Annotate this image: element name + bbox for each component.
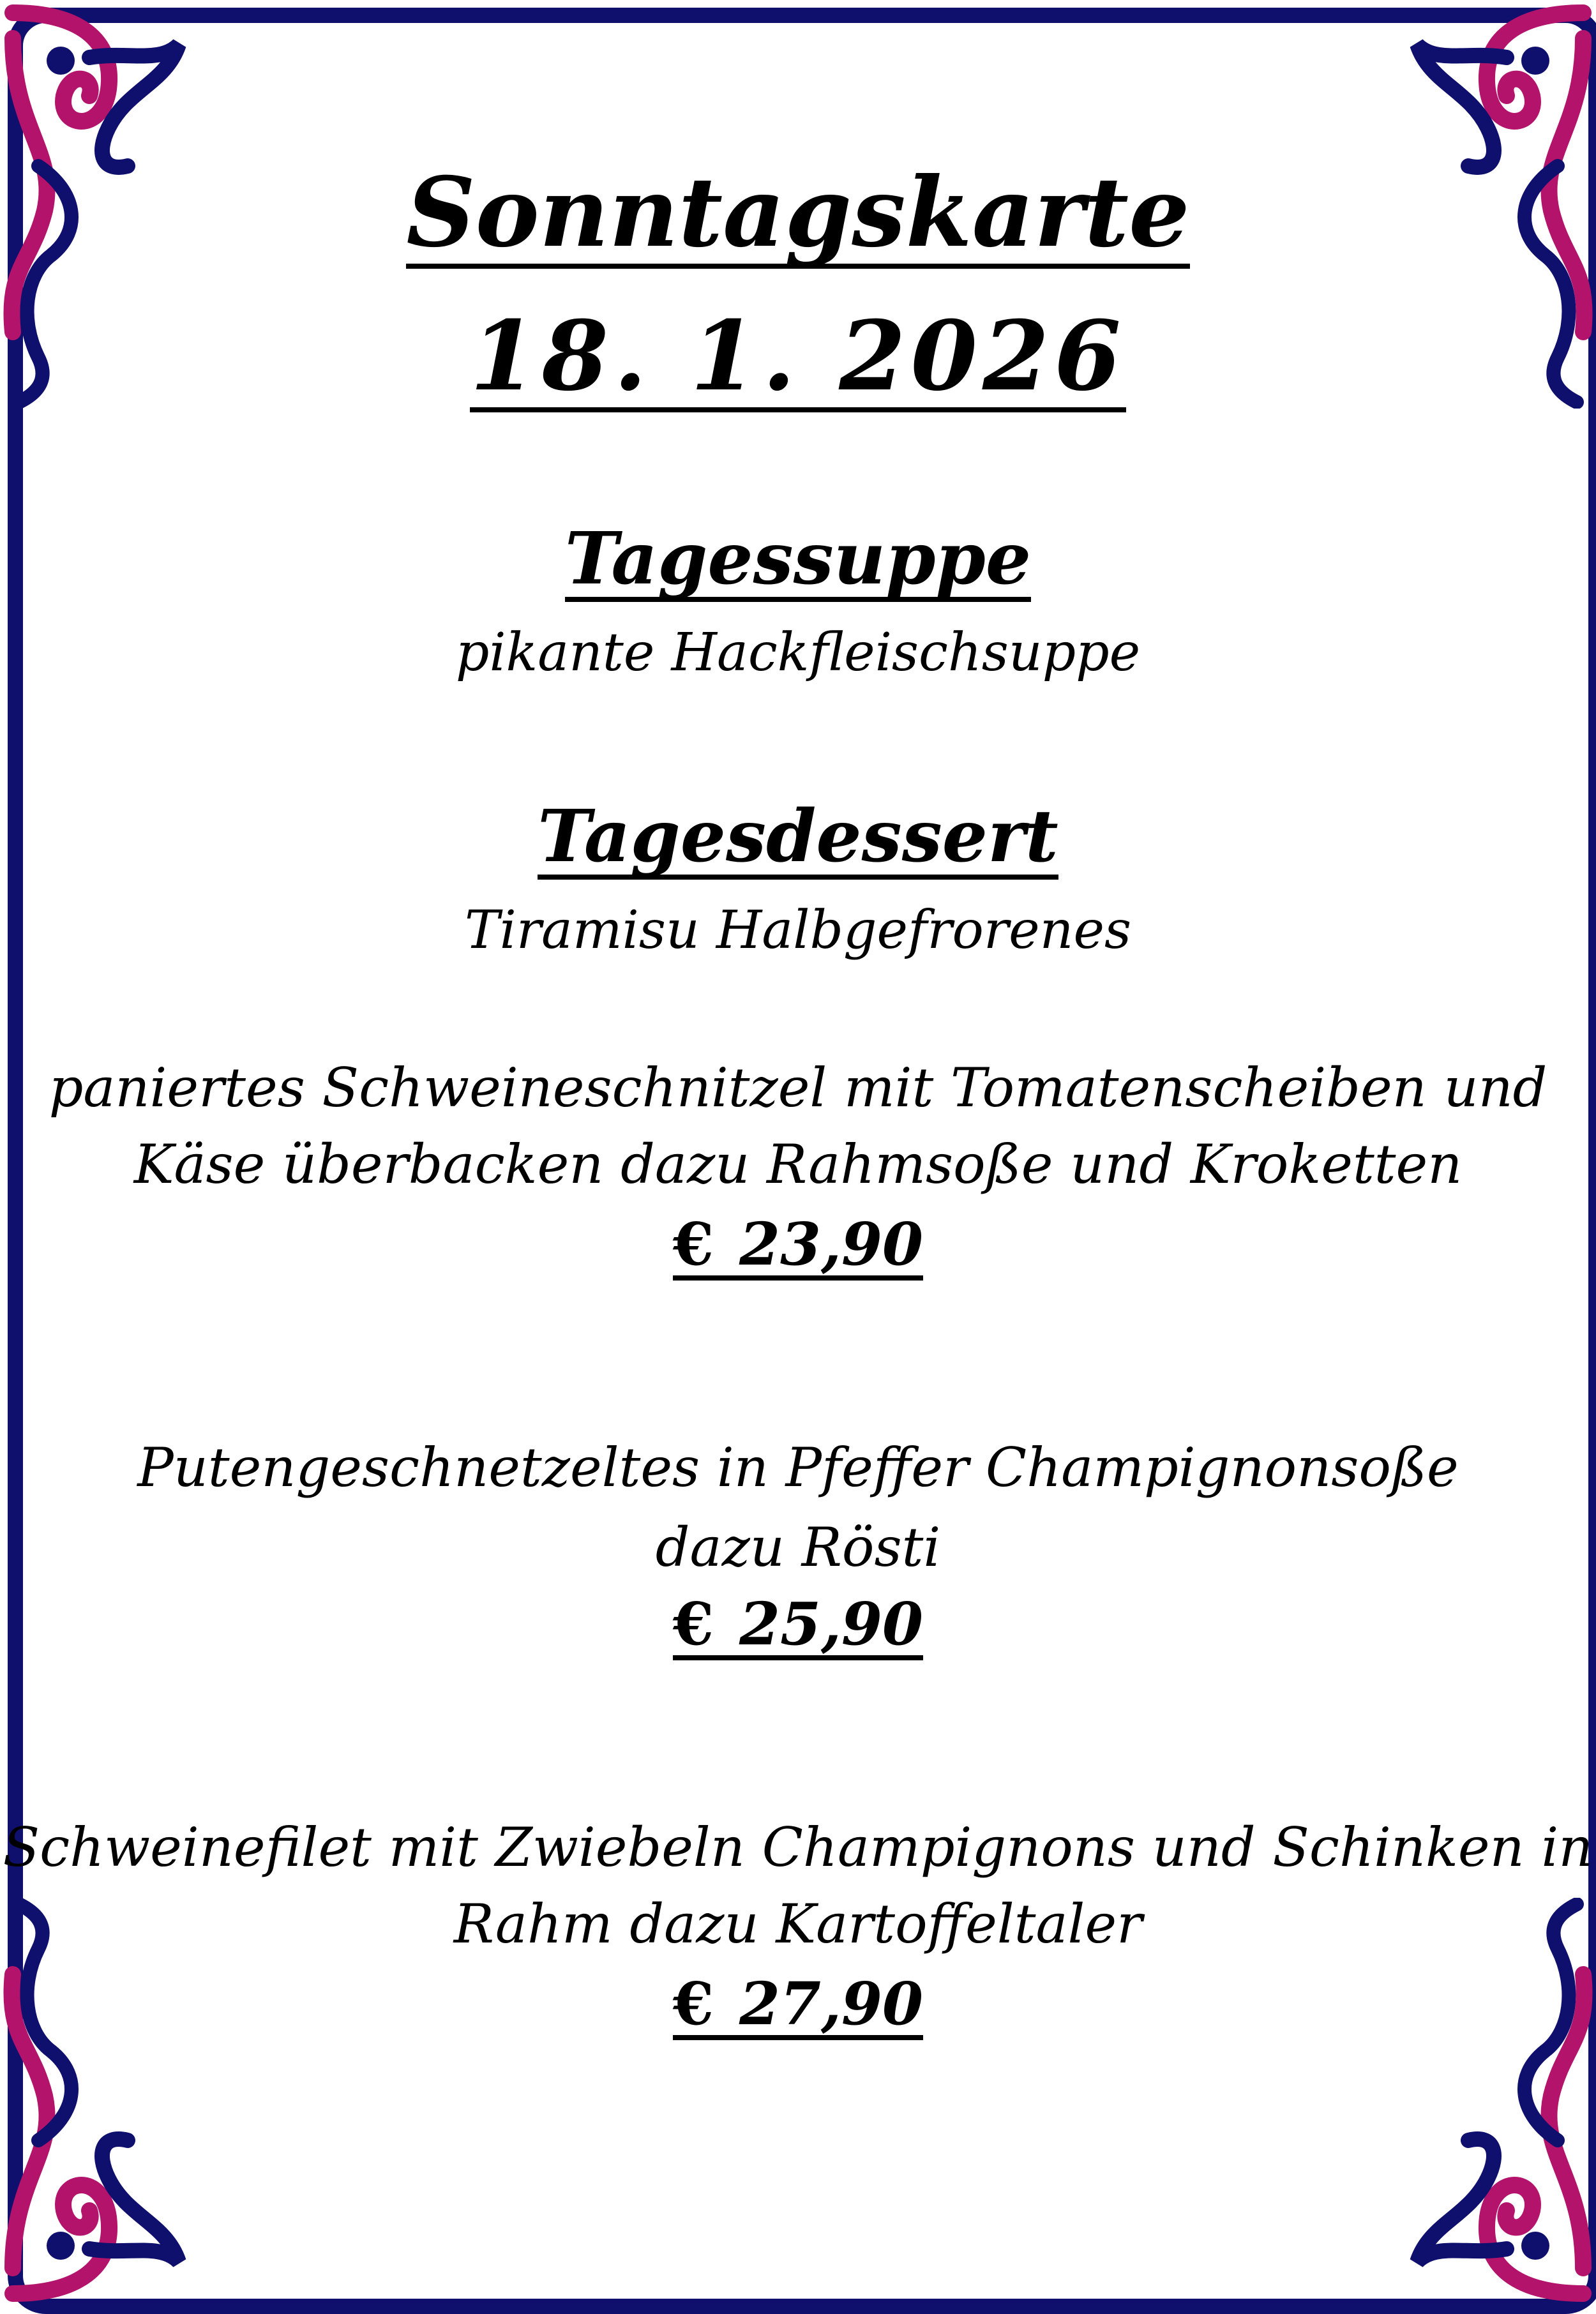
soup-heading: Tagessuppe (564, 517, 1032, 601)
dish-1-price (672, 1210, 924, 1281)
currency-symbol: € (672, 1969, 714, 2038)
dish-1-line-1: paniertes Schweineschnitzel mit Tomatenscheiben und (49, 1056, 1547, 1119)
price-value: 23,90 (739, 1210, 924, 1279)
corner-ornament-icon (0, 1898, 192, 2306)
dessert-name: Tiramisu Halbgefrorenes (464, 900, 1132, 961)
corner-ornament-icon (1404, 1898, 1596, 2306)
dish-3-price-row (0, 1969, 1596, 2040)
dish-1-line-2: Käse überbacken dazu Rahmsoße und Kroketten (133, 1133, 1463, 1196)
dish-3-line-2: Rahm dazu Kartoffeltaler (453, 1893, 1143, 1955)
dish-2-line-1: Putengeschnetzeltes in Pfeffer Champignonsoße (137, 1436, 1459, 1499)
dish-2-price-row (0, 1589, 1596, 1660)
dish-3-price (672, 1969, 924, 2040)
price-value: 27,90 (739, 1969, 924, 2038)
currency-symbol: € (672, 1210, 714, 1279)
dish-3-line-1: Schweinefilet mit Zwiebeln Champignons und Schinken in (3, 1816, 1593, 1879)
menu-title: Sonntagskarte (406, 156, 1190, 269)
dish-2-price (672, 1589, 924, 1660)
price-value: 25,90 (739, 1589, 924, 1658)
dessert-heading-row (0, 795, 1596, 880)
soup-heading-row (0, 517, 1596, 602)
menu-date-row (0, 300, 1596, 412)
soup-name: pikante Hackfleischsuppe (455, 622, 1141, 683)
dish-2-line-2: dazu Rösti (655, 1516, 941, 1579)
menu-date: 18. 1. 2026 (470, 300, 1126, 412)
dish-1-price-row (0, 1210, 1596, 1281)
menu-title-row (0, 156, 1596, 269)
dessert-heading: Tagesdessert (538, 795, 1058, 878)
currency-symbol: € (672, 1589, 714, 1658)
